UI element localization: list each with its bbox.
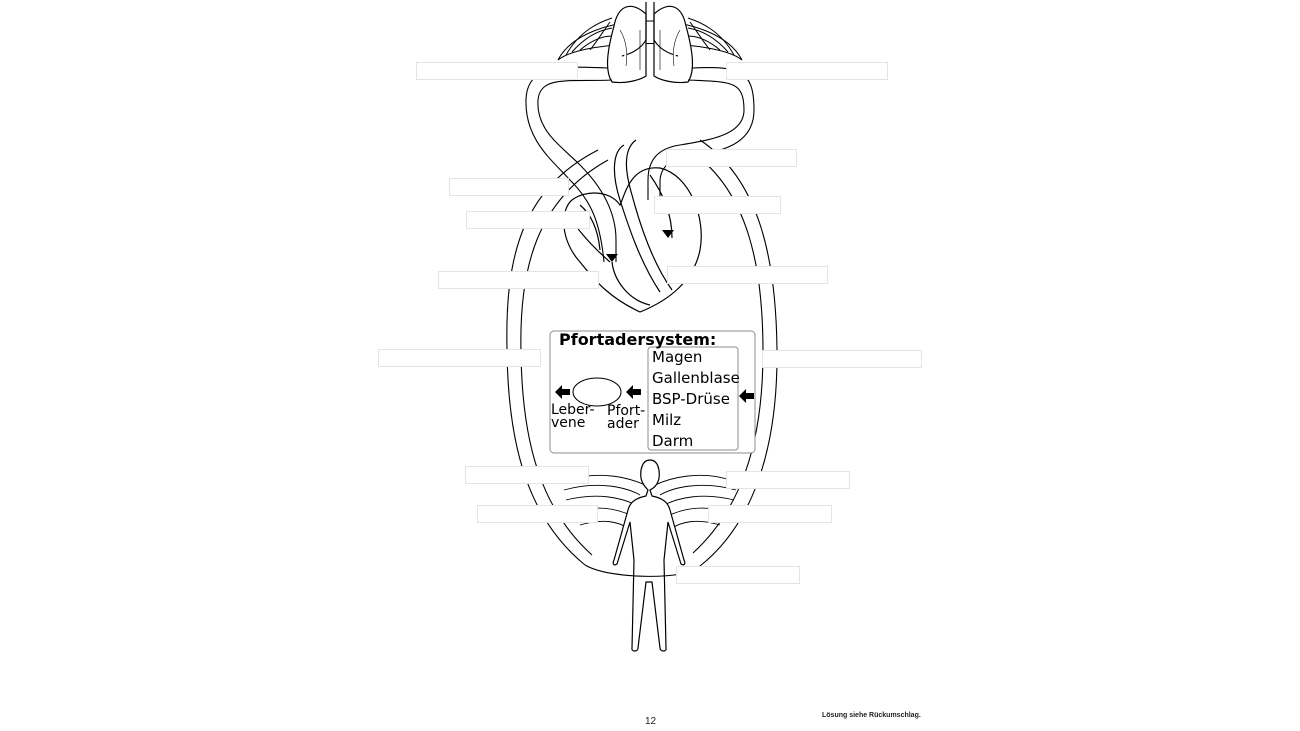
blank-label-box[interactable]	[416, 62, 578, 80]
blank-label-box[interactable]	[666, 149, 797, 167]
blank-label-box[interactable]	[438, 271, 599, 289]
blank-label-box[interactable]	[726, 471, 850, 489]
organ-item: BSP-Drüse	[652, 390, 730, 408]
blank-label-box[interactable]	[465, 466, 589, 484]
blank-label-box[interactable]	[466, 211, 590, 229]
portal-system-title: Pfortadersystem:	[559, 330, 717, 349]
organ-item: Milz	[652, 411, 682, 429]
organ-list	[652, 347, 740, 452]
organ-item: Darm	[652, 432, 694, 450]
page-number: 12	[645, 716, 657, 727]
solution-note: Lösung siehe Rückumschlag.	[822, 712, 921, 719]
blank-label-box[interactable]	[449, 178, 569, 196]
blank-label-box[interactable]	[378, 349, 541, 367]
lung-capillary-network	[558, 18, 742, 60]
blank-label-box[interactable]	[667, 266, 828, 284]
blank-label-box[interactable]	[654, 196, 781, 214]
organ-item: Gallenblase	[652, 369, 740, 387]
lungs-icon	[608, 2, 693, 83]
portal-vein-label: Pfort- ader	[607, 403, 646, 432]
blank-label-box[interactable]	[726, 62, 888, 80]
blank-label-box[interactable]	[477, 505, 598, 523]
blank-label-box[interactable]	[762, 350, 922, 368]
blank-label-box[interactable]	[708, 505, 832, 523]
blank-label-box[interactable]	[676, 566, 800, 584]
liver-vein-label: Leber- vene	[551, 402, 595, 431]
organ-item: Magen	[652, 348, 703, 366]
